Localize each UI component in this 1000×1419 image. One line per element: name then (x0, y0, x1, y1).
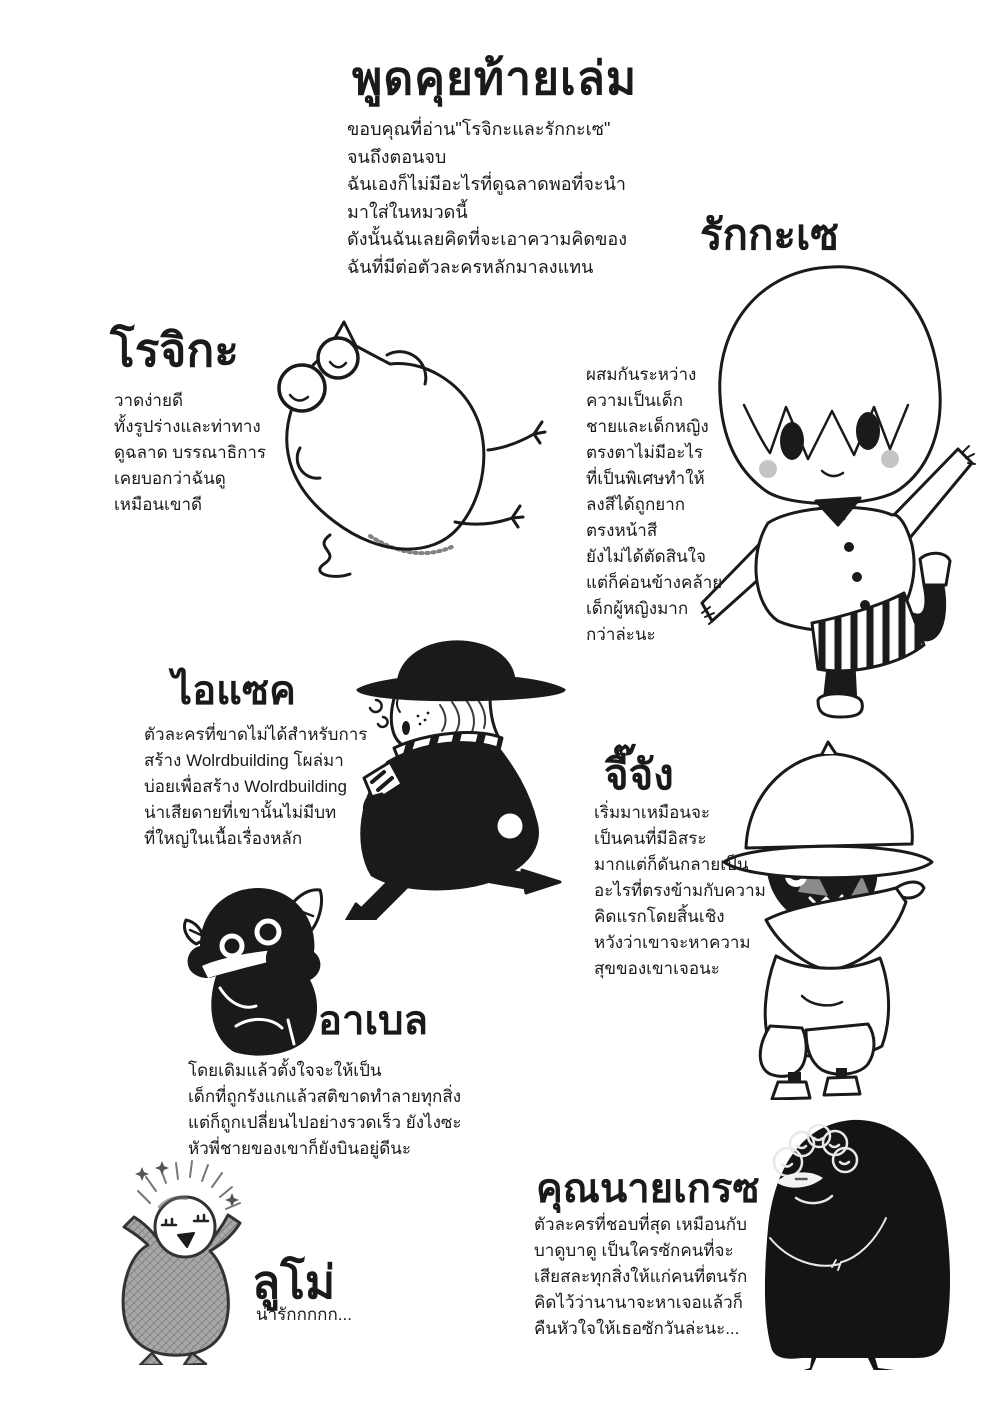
text-line: ตรงตาไม่มีอะไร (586, 443, 704, 462)
text-line: หวังว่าเขาจะหาความ (594, 933, 751, 952)
text-line: กว่าล่ะนะ (586, 625, 656, 644)
text-line: แต่ก็ค่อนข้างคล้าย (586, 573, 723, 592)
text-line: โดยเดิมแล้วตั้งใจจะให้เป็น (188, 1061, 382, 1080)
isaac-walking-drawing (340, 630, 580, 920)
rakkaze-description (586, 362, 722, 648)
text-line: ความเป็นเด็ก (586, 391, 684, 410)
text-line: สุขของเขาเจอนะ (594, 959, 720, 978)
section-title-jijang: จี๊จัง (604, 751, 674, 798)
text-line: เหมือนเขาดี (114, 495, 203, 514)
page-title: พูดคุยท้ายเล่ม (352, 52, 638, 104)
text-line: คืนหัวใจให้เธอซักวันล่ะนะ... (534, 1319, 740, 1338)
text-line: บ่อยเพื่อสร้าง Wolrdbuilding (144, 777, 347, 796)
text-line: ฉันเองก็ไม่มีอะไรที่ดูฉลาดพอที่จะนำ (347, 174, 627, 194)
section-title-isaac: ไอแซค (172, 669, 296, 713)
text-line: ตัวละครที่ขาดไม่ได้สำหรับการ (144, 725, 368, 744)
text-line: บาดูบาดู เป็นใครซักคนที่จะ (534, 1241, 734, 1260)
text-line: วาดง่ายดี (114, 391, 183, 410)
section-title-abel: อาเบล (318, 999, 429, 1043)
text-line: ยังไม่ได้ตัดสินใจ (586, 547, 706, 566)
text-line: หัวพี่ชายของเขาก็ยังบินอยู่ดีนะ (188, 1139, 412, 1158)
text-line: มากแต่ก็ดันกลายเป็น (594, 855, 749, 874)
text-line: ดังนั้นฉันเลยคิดที่จะเอาความคิดของ (347, 229, 628, 249)
text-line: ที่ใหญ่ในเนื้อเรื่องหลัก (144, 829, 303, 848)
text-line: ฉันที่มีต่อตัวละครหลักมาลงแทน (347, 256, 594, 277)
abel-description (188, 1058, 462, 1162)
abel-illustration (180, 880, 330, 1060)
text-line: ผสมกันระหว่าง (586, 365, 697, 384)
text-line: ดูฉลาด บรรณาธิการ (114, 443, 267, 462)
text-line: จนถึงตอนจบ (347, 146, 447, 167)
rojika-illustration (250, 300, 550, 590)
text-line: คิดแรกโดยสิ้นเชิง (594, 907, 725, 926)
rojika-doodle-drawing (250, 300, 550, 590)
section-title-rakkaze: รักกะเซ (700, 211, 839, 258)
text-line: เด็กผู้หญิงมาก (586, 599, 689, 618)
text-line: เริ่มมาเหมือนจะ (594, 803, 711, 822)
text-line: สร้าง Wolrdbuilding โผล่มา (144, 751, 344, 770)
lumo-creature-drawing (90, 1155, 250, 1365)
section-title-grace: คุณนายเกรซ (536, 1167, 760, 1211)
abel-horned-creature-drawing (180, 880, 330, 1060)
lumo-description (256, 1302, 352, 1328)
section-title-rojika: โรจิกะ (110, 324, 239, 376)
text-line: คิดไว้ว่านานาจะหาเจอแล้วก็ (534, 1293, 743, 1312)
section-title-lumo: ลูโม่ (252, 1256, 336, 1308)
text-line: มาใส่ในหมวดนี้ (347, 201, 468, 222)
text-line: อะไรที่ตรงข้ามกับความ (594, 881, 766, 900)
text-line: ลงสีได้ถูกยาก (586, 495, 686, 514)
grace-illustration (740, 1110, 970, 1370)
text-line: น่าเสียดายที่เขานั้นไม่มีบท (144, 803, 337, 822)
text-line: ที่เป็นพิเศษทำให้ (586, 469, 705, 488)
text-line: เสียสละทุกสิ่งให้แก่คนที่ตนรัก (534, 1267, 748, 1286)
text-line: ตรงหน้าสี (586, 521, 658, 540)
grace-blob-drawing (740, 1110, 970, 1370)
text-line: แต่ก็ถูกเปลี่ยนไปอย่างรวดเร็ว ยังไงซะ (188, 1113, 462, 1132)
isaac-illustration (340, 630, 580, 920)
jijang-description (594, 800, 766, 982)
text-line: เด็กที่ถูกรังแกแล้วสติขาดทำลายทุกสิ่ง (188, 1087, 462, 1106)
text-line: ตัวละครที่ชอบที่สุด เหมือนกับ (534, 1215, 747, 1234)
grace-description (534, 1212, 747, 1342)
text-line: เคยบอกว่าฉันดู (114, 469, 226, 488)
text-line: ทั้งรูปร่างและท่าทาง (114, 417, 261, 436)
text-line: ขอบคุณที่อ่าน"โรจิกะและรักกะเซ" (347, 119, 611, 139)
lumo-illustration (90, 1155, 250, 1365)
text-line: เป็นคนที่มีอิสระ (594, 829, 707, 848)
text-line: น่ารักกกกก... (256, 1305, 352, 1324)
rojika-description (114, 388, 266, 518)
isaac-description (144, 722, 367, 852)
text-line: ชายและเด็กหญิง (586, 417, 709, 436)
intro-text (347, 116, 627, 281)
